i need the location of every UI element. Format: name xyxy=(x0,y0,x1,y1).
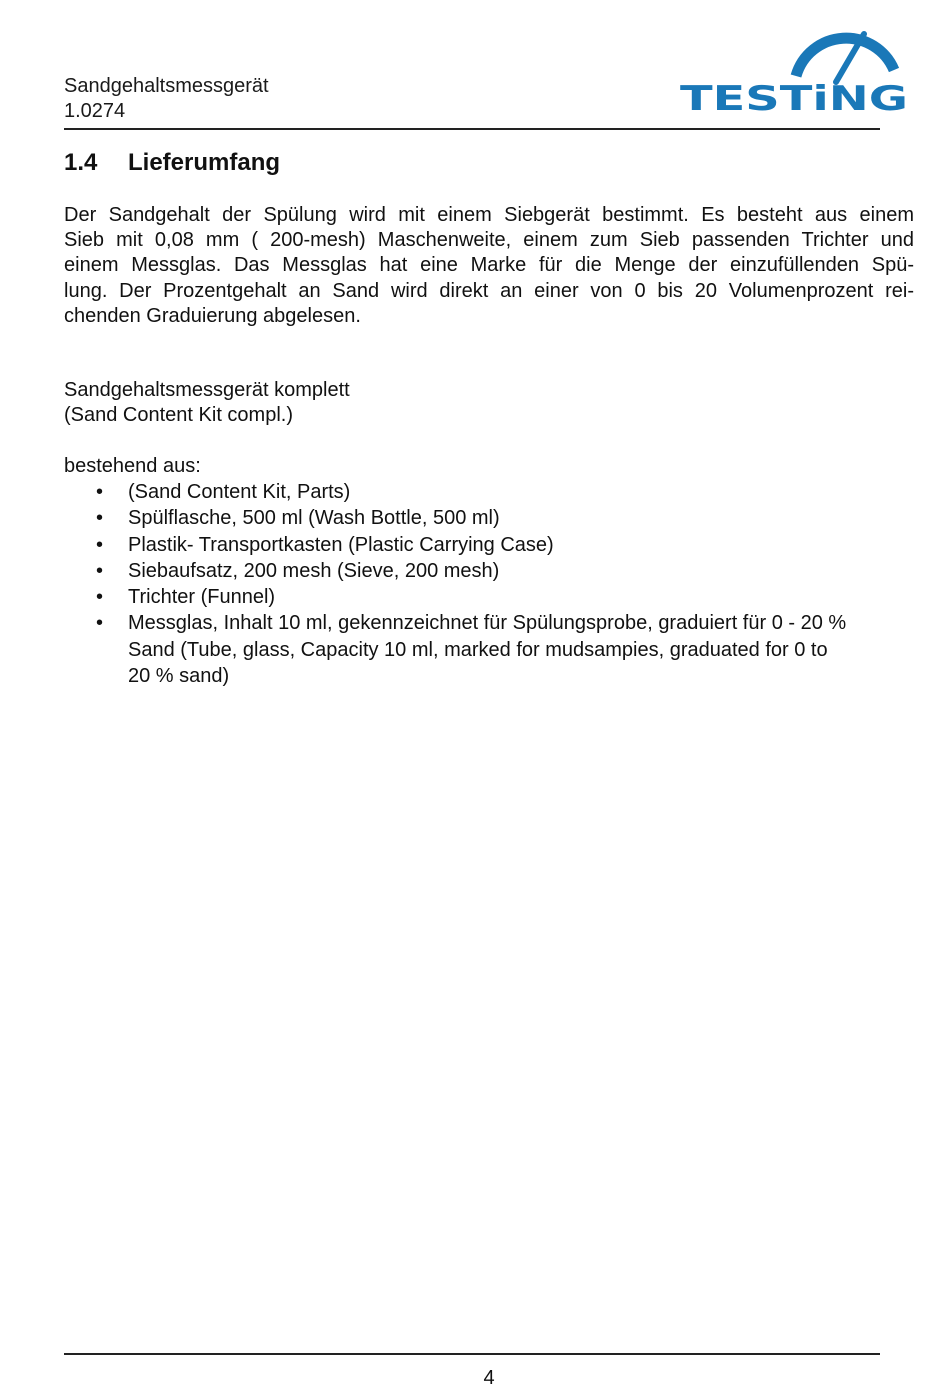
kit-name-en: (Sand Content Kit compl.) xyxy=(64,404,293,427)
bullet: • xyxy=(96,559,104,582)
consists-of-label: bestehend aus: xyxy=(64,455,201,477)
section-number: 1.4 xyxy=(64,149,98,176)
header-code: 1.0274 xyxy=(64,100,126,122)
list-item xyxy=(64,505,914,531)
list-item-text: Spülflasche, 500 ml (Wash Bottle, 500 ml) xyxy=(128,507,500,530)
parts-list xyxy=(64,479,914,689)
testing-logo xyxy=(676,30,912,114)
bullet: • xyxy=(96,533,104,556)
section-heading xyxy=(64,148,280,178)
bullet: • xyxy=(96,586,104,609)
list-item-text: Plastik- Transportkasten (Plastic Carrying Case) xyxy=(128,533,554,556)
footer-divider xyxy=(64,1353,880,1355)
intro-line: Der Sandgehalt der Spülung wird mit einem Siebgerät bestimmt. Es besteht aus einem xyxy=(64,204,914,226)
header-divider xyxy=(64,128,880,130)
intro-line: Sieb mit 0,08 mm ( 200-mesh) Maschenweite, einem zum Sieb passenden Trichter und xyxy=(64,229,914,252)
bullet: • xyxy=(96,612,104,635)
list-item xyxy=(64,584,914,610)
bullet: • xyxy=(96,507,104,530)
list-item-text: Siebaufsatz, 200 mesh (Sieve, 200 mesh) xyxy=(128,559,500,582)
intro-paragraph xyxy=(64,203,914,329)
intro-line: chenden Graduierung abgelesen. xyxy=(64,304,361,327)
list-item-text-line: Sand (Tube, glass, Capacity 10 ml, marked for mudsampies, graduated for 0 to xyxy=(128,638,828,661)
list-item xyxy=(64,532,914,558)
kit-name-block xyxy=(64,378,350,428)
header-title: Sandgehaltsmessgerät xyxy=(64,75,269,97)
list-item xyxy=(64,610,914,689)
logo-wordmark: TESTiNG xyxy=(680,79,908,114)
list-item xyxy=(64,479,914,505)
list-item xyxy=(64,558,914,584)
list-item-text-line: 20 % sand) xyxy=(128,665,230,688)
list-item-text: (Sand Content Kit, Parts) xyxy=(128,481,351,503)
section-title: Lieferumfang xyxy=(128,149,281,176)
document-header xyxy=(64,74,269,124)
kit-name-de: Sandgehaltsmessgerät komplett xyxy=(64,379,350,401)
list-item-text-line: Messglas, Inhalt 10 ml, gekennzeichnet für Spülungsprobe, graduiert für 0 - 20 % xyxy=(128,612,847,635)
intro-line: einem Messglas. Das Messglas hat eine Marke für die Menge der einzufüllenden Spü- xyxy=(64,254,914,277)
bullet: • xyxy=(96,481,104,503)
intro-line: lung. Der Prozentgehalt an Sand wird direkt an einer von 0 bis 20 Volumenprozent rei- xyxy=(64,279,914,302)
page-number: 4 xyxy=(483,1367,495,1389)
list-item-text: Trichter (Funnel) xyxy=(128,586,276,609)
